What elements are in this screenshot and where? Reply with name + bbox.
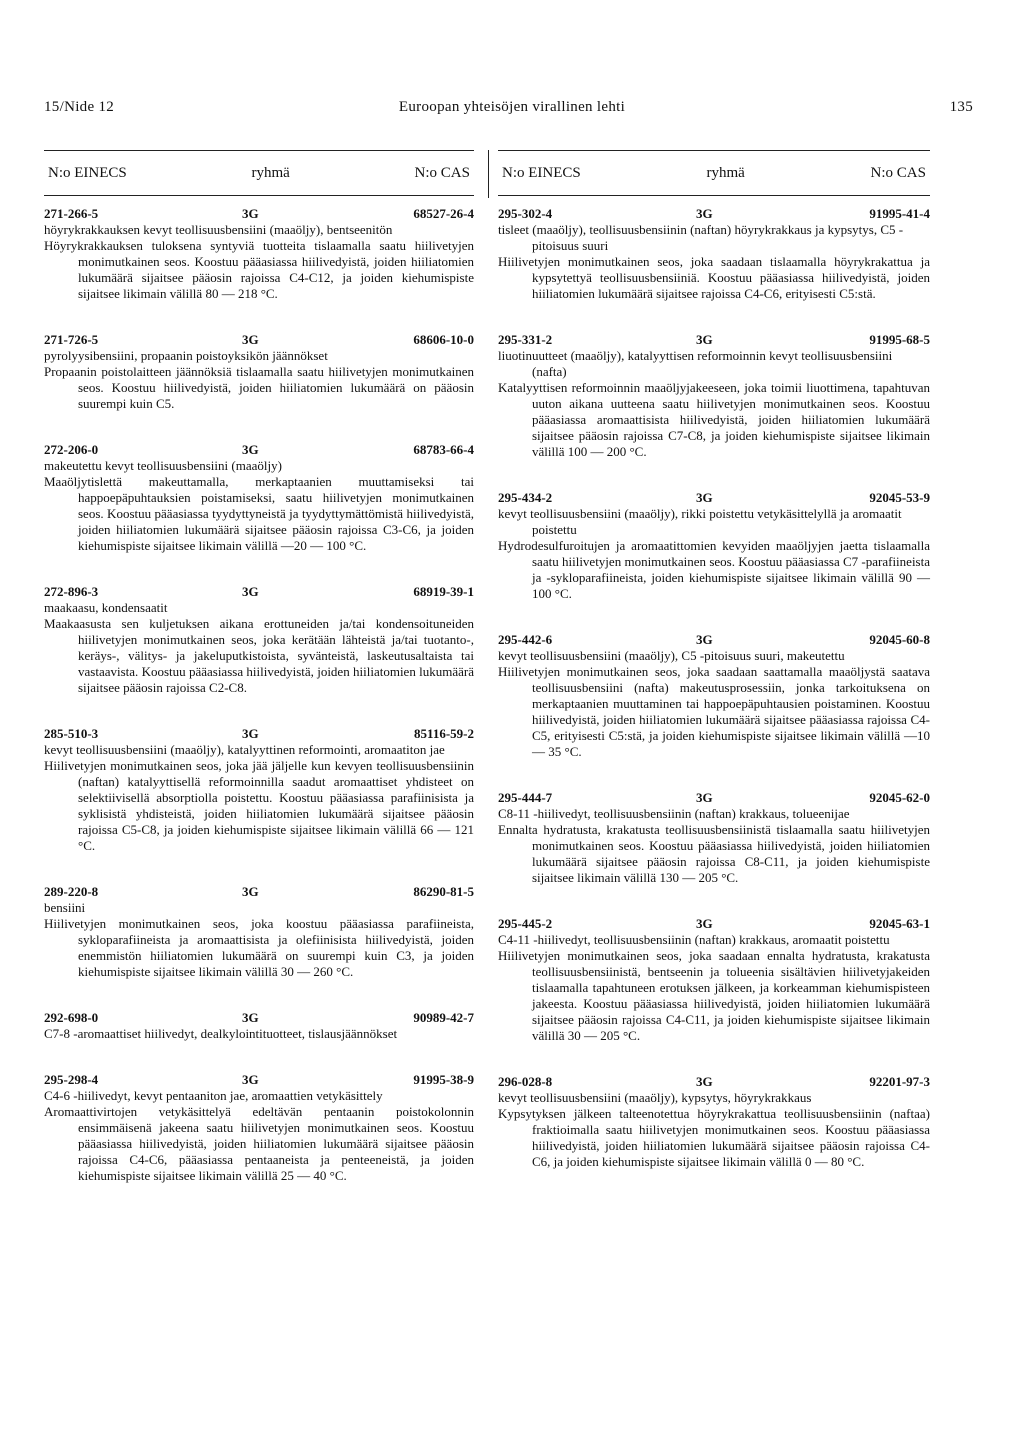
substance-entry <box>44 206 474 302</box>
cas-number: 68527-26-4 <box>413 206 474 221</box>
substance-description: Hydrodesulfuroitujen ja aromaatittomien kevyiden maaöljyjen jaetta tislaamalla saatu hiilivetyjen monimutkainen seos. Koostuu pääasiassa C7 -parafiineista ja -sykloparafiineista, joiden kiehumispiste sijaitsee likimain välillä 90 — 100 °C. <box>498 538 930 601</box>
substance-name: C7-8 -aromaattiset hiilivedyt, dealkylointituotteet, tislausjäännökset <box>44 1026 398 1041</box>
entry-header <box>44 332 474 348</box>
substance-name: bensiini <box>44 900 86 915</box>
entry-header <box>498 1074 930 1090</box>
group-code: 3G <box>242 884 259 899</box>
entry-header <box>44 442 474 458</box>
group-code: 3G <box>242 1072 259 1087</box>
einecs-number: 271-726-5 <box>44 332 99 347</box>
cas-number: 91995-38-9 <box>413 1072 474 1087</box>
substance-description: Ennalta hydratusta, krakatusta teollisuusbensiinistä tislaamalla saatu hiilivetyjen monimutkainen seos. Koostuu pääasiassa hiilivedyistä, joiden hiiliatomien lukumäärä sijaitsee pääosin rajoissa C8-C11, ja joiden kiehumispiste sijaitsee likimain välillä 130 — 205 °C. <box>498 822 930 885</box>
cas-number: 92201-97-3 <box>869 1074 930 1089</box>
substance-entry <box>44 584 474 696</box>
entry-header <box>44 884 474 900</box>
group-code: 3G <box>242 332 259 347</box>
group-heading: ryhmä <box>251 164 290 181</box>
substance-description: Aromaattivirtojen vetykäsittelyä edeltävän pentaanin poistokolonnin ensimmäisenä jakeena saatu hiilivetyjen monimutkainen seos. Koostuu pääasiassa hiilivedyistä, joiden hiiliatomien lukumäärä sijaitsee pääosin rajoissa C4-C6, pääasiassa pentaaneista ja penteeneistä, ja joiden kiehumispiste sijaitsee likimain välillä 25 — 40 °C. <box>44 1104 474 1183</box>
cas-number: 68783-66-4 <box>413 442 474 457</box>
right-column <box>498 150 930 1170</box>
einecs-heading: N:o EINECS <box>502 164 581 181</box>
einecs-number: 295-442-6 <box>498 632 553 647</box>
einecs-number: 295-434-2 <box>498 490 553 505</box>
substance-entry <box>44 726 474 854</box>
substance-name: kevyt teollisuusbensiini (maaöljy), C5 -pitoisuus suuri, makeutettu <box>498 648 845 663</box>
substance-name: C8-11 -hiilivedyt, teollisuusbensiinin (naftan) krakkaus, tolueenijae <box>498 806 850 821</box>
substance-name: tisleet (maaöljy), teollisuusbensiinin (naftan) höyrykrakkaus ja kypsytys, C5 -pitoisuus suuri <box>498 222 904 253</box>
cas-number: 68919-39-1 <box>413 584 474 599</box>
substance-entry <box>44 442 474 554</box>
group-code: 3G <box>696 790 713 805</box>
entry-header <box>44 584 474 600</box>
entry-header <box>498 632 930 648</box>
substance-description: Maaöljytislettä makeuttamalla, merkaptaanien muuttamiseksi tai happoepäpuhtauksien poistamiseksi, saatu hiilivetyjen monimutkainen seos. Koostuu pääasiassa tyydyttyneistä ja tyydyttymättömistä hiilivedyistä, joiden hiiliatomien lukumäärä sijaitsee pääosin rajoissa C3-C6, ja joiden kiehumispiste sijaitsee likimain välillä —20 — 100 °C. <box>44 474 474 553</box>
cas-heading: N:o CAS <box>870 164 926 181</box>
journal-title: Euroopan yhteisöjen virallinen lehti <box>398 99 626 115</box>
group-code: 3G <box>242 1010 259 1025</box>
substance-entry <box>498 332 930 460</box>
einecs-number: 272-206-0 <box>44 442 99 457</box>
substance-name: pyrolyysibensiini, propaanin poistoyksikön jäännökset <box>44 348 328 363</box>
einecs-number: 285-510-3 <box>44 726 99 741</box>
group-code: 3G <box>696 632 713 647</box>
group-code: 3G <box>696 916 713 931</box>
group-code: 3G <box>242 206 259 221</box>
page-number: 135 <box>949 99 973 115</box>
left-column <box>44 150 474 1184</box>
substance-name: kevyt teollisuusbensiini (maaöljy), rikki poistettu vetykäsittelyllä ja aromaatit poistettu <box>498 506 902 537</box>
substance-name: liuotinuutteet (maaöljy), katalyyttisen reformoinnin kevyt teollisuusbensiini (nafta) <box>498 348 893 379</box>
substance-description: Hiilivetyjen monimutkainen seos, joka jää jäljelle kun kevyen teollisuusbensiinin (naftan) katalyyttisellä reformoinnilla saadut aromaattiset yhdisteet on selektiivisellä absorptiolla poistettu. Koostuu pääasiassa parafiinisista ja syklisistä yhdisteistä, joiden hiiliatomien lukumäärä sijaitsee pääosin rajoissa C5-C8, ja joiden kiehumispiste sijaitsee likimain välillä 66 — 121 °C. <box>44 758 474 853</box>
substance-entry <box>44 884 474 980</box>
group-code: 3G <box>242 442 259 457</box>
cas-number: 85116-59-2 <box>414 726 474 741</box>
cas-number: 92045-60-8 <box>869 632 930 647</box>
right-entries <box>498 196 930 1170</box>
substance-name: makeutettu kevyt teollisuusbensiini (maaöljy) <box>44 458 282 473</box>
column-divider <box>488 150 489 198</box>
substance-name: C4-11 -hiilivedyt, teollisuusbensiinin (naftan) krakkaus, aromaatit poistettu <box>498 932 890 947</box>
group-code: 3G <box>696 206 713 221</box>
substance-entry <box>44 1010 474 1042</box>
cas-heading: N:o CAS <box>414 164 470 181</box>
group-code: 3G <box>696 332 713 347</box>
substance-entry <box>44 332 474 412</box>
entry-header <box>498 490 930 506</box>
einecs-number: 295-302-4 <box>498 206 553 221</box>
entry-header <box>498 916 930 932</box>
substance-name: kevyt teollisuusbensiini (maaöljy), katalyyttinen reformointi, aromaatiton jae <box>44 742 445 757</box>
group-code: 3G <box>696 490 713 505</box>
cas-number: 91995-41-4 <box>869 206 930 221</box>
entry-header <box>498 206 930 222</box>
einecs-number: 296-028-8 <box>498 1074 553 1089</box>
substance-description: Hiilivetyjen monimutkainen seos, joka koostuu pääasiassa parafiineista, sykloparafiineista ja aromaattisista ja olefiinisista hiilivedyistä, joiden enemmistön hiiliatomien lukumäärä on suurempi kuin C3, ja joiden kiehumispiste sijaitsee likimain välillä 30 — 260 °C. <box>44 916 474 979</box>
substance-entry <box>498 632 930 760</box>
substance-entry <box>498 916 930 1044</box>
entry-header <box>44 1072 474 1088</box>
entry-header <box>44 206 474 222</box>
substance-entry <box>498 490 930 602</box>
substance-name: C4-6 -hiilivedyt, kevyt pentaaniton jae, aromaattien vetykäsittely <box>44 1088 383 1103</box>
einecs-number: 271-266-5 <box>44 206 99 221</box>
group-heading: ryhmä <box>706 164 745 181</box>
substance-description: Hiilivetyjen monimutkainen seos, joka saadaan ennalta hydratusta, krakatusta teollisuusbensiinistä, bentseenin ja tolueenia sisältävien hiilivetyjakeiden tislaamalla tapahtuneen erotuksen jälkeen, ja korkeamman kiehumispisteen jakeesta. Koostuu pääasiassa hiilivedyistä, joiden hiiliatomien lukumäärä sijaitsee pääosin rajoissa C4-C11, ja joiden kiehumispiste sijaitsee likimain välillä 30 — 205 °C. <box>498 948 930 1043</box>
substance-description: Hiilivetyjen monimutkainen seos, joka saadaan tislaamalla höyrykrakattua ja kypsytettyä teollisuusbensiiniä. Koostuu pääasiassa hiilivedyistä, joiden hiiliatomien lukumäärä sijaitsee rajoissa C4-C6, erityisesti C5:stä. <box>498 254 930 301</box>
substance-description: Propaanin poistolaitteen jäännöksiä tislaamalla saatu hiilivetyjen monimutkainen seos. Koostuu hiilivedyistä, joiden hiiliatomien lukumäärä on pääosin suurempi kuin C5. <box>44 364 474 411</box>
entry-header <box>498 332 930 348</box>
einecs-number: 295-444-7 <box>498 790 553 805</box>
cas-number: 86290-81-5 <box>413 884 474 899</box>
right-table-head <box>498 150 930 196</box>
substance-name: höyrykrakkauksen kevyt teollisuusbensiini (maaöljy), bentseenitön <box>44 222 393 237</box>
substance-entry <box>44 1072 474 1184</box>
entry-header <box>498 790 930 806</box>
substance-description: Kypsytyksen jälkeen talteenotettua höyrykrakattua teollisuusbensiinin (naftaa) fraktioimalla saatu hiilivetyjen monimutkainen seos. Koostuu pääasiassa hiilivedyistä, joiden hiiliatomien lukumäärä sijaitsee pääosin rajoissa C4-C6, ja joiden kiehumispiste sijaitsee likimain välillä 0 — 80 °C. <box>498 1106 930 1169</box>
group-code: 3G <box>696 1074 713 1089</box>
einecs-number: 295-331-2 <box>498 332 553 347</box>
group-code: 3G <box>242 726 259 741</box>
cas-number: 68606-10-0 <box>413 332 474 347</box>
entry-header <box>44 1010 474 1026</box>
substance-description: Hiilivetyjen monimutkainen seos, joka saadaan saattamalla maaöljystä saatava teollisuusbensiini (nafta) makeutusprosessiin, jonka tarkoituksena on merkaptaanien muuttaminen tai happoepäpuhtausien poistaminen. Koostuu hiilivedyistä, joiden hiiliatomien lukumäärä sijaitsee pääasiassa rajoissa C4-C5, erityisesti C5:stä, ja joiden kiehumispiste sijaitsee likimain välillä —10 — 35 °C. <box>498 664 930 759</box>
substance-name: kevyt teollisuusbensiini (maaöljy), kypsytys, höyrykrakkaus <box>498 1090 812 1105</box>
left-table-head <box>44 150 474 196</box>
einecs-number: 295-298-4 <box>44 1072 99 1087</box>
einecs-number: 289-220-8 <box>44 884 99 899</box>
substance-entry <box>498 206 930 302</box>
einecs-number: 292-698-0 <box>44 1010 99 1025</box>
cas-number: 91995-68-5 <box>869 332 930 347</box>
page-series: 15/Nide 12 <box>44 99 115 115</box>
substance-name: maakaasu, kondensaatit <box>44 600 168 615</box>
substance-description: Höyrykrakkauksen tuloksena syntyviä tuotteita tislaamalla saatu hiilivetyjen monimutkainen seos. Koostuu pääasiassa hiilivedyistä, joiden hiiliatomien lukumäärä sijaitsee pääosin rajoissa C4-C12, ja joiden kiehumispiste sijaitsee likimain välillä 80 — 218 °C. <box>44 238 474 301</box>
substance-entry <box>498 790 930 886</box>
cas-number: 92045-62-0 <box>869 790 930 805</box>
cas-number: 92045-63-1 <box>869 916 930 931</box>
cas-number: 90989-42-7 <box>413 1010 474 1025</box>
substance-entry <box>498 1074 930 1170</box>
group-code: 3G <box>242 584 259 599</box>
einecs-heading: N:o EINECS <box>48 164 127 181</box>
einecs-number: 272-896-3 <box>44 584 99 599</box>
left-entries <box>44 196 474 1184</box>
cas-number: 92045-53-9 <box>869 490 930 505</box>
substance-description: Maakaasusta sen kuljetuksen aikana erottuneiden ja/tai kondensoituneiden hiilivetyjen monimutkainen seos, joka kerätään lähteistä ja/tai tuotanto-, keräys-, välitys- ja jakeluputkistoista, syvänteistä, laskeutusaltaista tai vastaavista. Koostuu pääasiassa hiilivedyistä, joiden hiiliatomien lukumäärä sijaitsee pääosin rajoissa C2-C8. <box>44 616 474 695</box>
einecs-number: 295-445-2 <box>498 916 553 931</box>
substance-description: Katalyyttisen reformoinnin maaöljyjakeeseen, joka toimii liuottimena, tapahtuvan uuton aikana uutteena saatu hiilivetyjen monimutkainen seos. Koostuu pääasiassa aromaattisista hiilivedyistä, joiden hiiliatomien lukumäärä sijaitsee pääosin rajoissa C7-C8, ja joiden kiehumispiste sijaitsee likimain välillä 100 — 200 °C. <box>498 380 930 459</box>
entry-header <box>44 726 474 742</box>
